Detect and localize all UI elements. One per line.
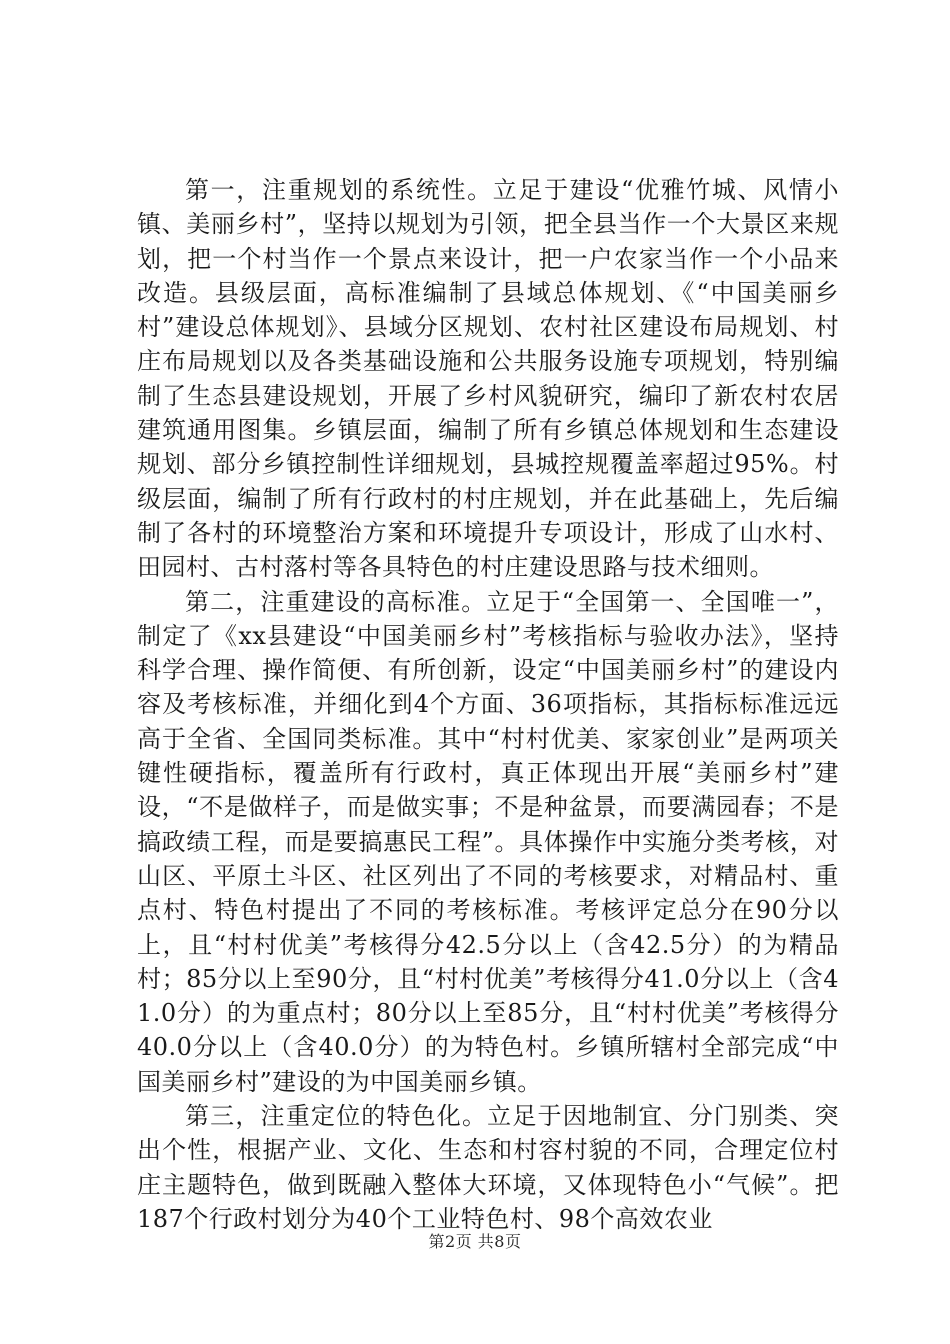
paragraph-positioning: 第三，注重定位的特色化。立足于因地制宜、分门别类、突出个性，根据产业、文化、生态和村容村貌的不同，合理定位村庄主题特色，做到既融入整体大环境，又体现特色小“气候”。把187个行政村划分为40个工业特色村、98个高效农业 [137, 1102, 839, 1233]
paragraph-standards: 第二，注重建设的高标准。立足于“全国第一、全国唯一”，制定了《xx县建设“中国美丽乡村”考核指标与验收办法》，坚持科学合理、操作简便、有所创新，设定“中国美丽乡村”的建设内容及考核标准，并细化到4个方面、36项指标，其指标标准远远高于全省、全国同类标准。其中“村村优美、家家创业”是两项关键性硬指标，覆盖所有行政村，真正体现出开展“美丽乡村”建设，“不是做样子，而是做实事；不是种盆景，而要满园春；不是搞政绩工程，而是要搞惠民工程”。具体操作中实施分类考核，对山区、平原土斗区、社区列出了不同的考核要求，对精品村、重点村、特色村提出了不同的考核标准。考核评定总分在90分以上，且“村村优美”考核得分42.5分以上（含42.5分）的为精品村；85分以上至90分，且“村村优美”考核得分41.0分以上（含41.0分）的为重点村；80分以上至85分，且“村村优美”考核得分40.0分以上（含40.0分）的为特色村。乡镇所辖村全部完成“中国美丽乡村”建设的为中国美丽乡镇。 [137, 587, 839, 1096]
document-body [137, 173, 839, 1236]
page-footer: 第2页 共8页 [428, 1232, 522, 1251]
paragraph-planning: 第一，注重规划的系统性。立足于建设“优雅竹城、风情小镇、美丽乡村”，坚持以规划为引领，把全县当作一个大景区来规划，把一个村当作一个景点来设计，把一户农家当作一个小品来改造。县级层面，高标准编制了县域总体规划、《“中国美丽乡村”建设总体规划》、县域分区规划、农村社区建设布局规划、村庄布局规划以及各类基础设施和公共服务设施专项规划，特别编制了生态县建设规划，开展了乡村风貌研究，编印了新农村农居建筑通用图集。乡镇层面，编制了所有乡镇总体规划和生态建设规划、部分乡镇控制性详细规划，县城控规覆盖率超过95%。村级层面，编制了所有行政村的村庄规划，并在此基础上，先后编制了各村的环境整治方案和环境提升专项设计，形成了山水村、田园村、古村落村等各具特色的村庄建设思路与技术细则。 [137, 176, 839, 582]
